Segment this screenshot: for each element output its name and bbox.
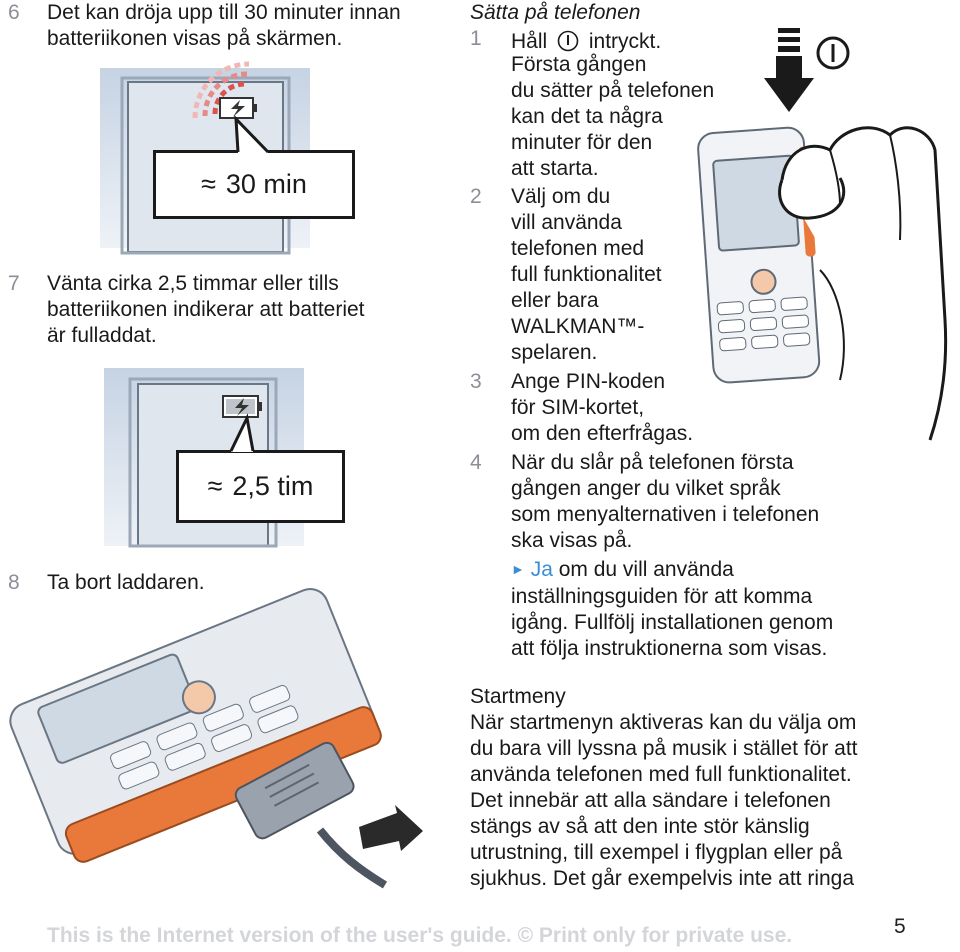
footer-notice: This is the Internet version of the user's guide. © Print only for private use. [47, 924, 793, 947]
step-text-line: batteriikonen visas på skärmen. [47, 27, 343, 50]
step-text-line: eller bara [511, 289, 599, 312]
step-text-line: igång. Fullfölj installationen genom [511, 611, 834, 634]
power-icon [818, 38, 848, 68]
step-text-line: är fulladdat. [47, 324, 157, 347]
step-text-line: När du slår på telefonen första [511, 451, 794, 474]
step-text-line: för SIM-kortet, [511, 396, 645, 419]
step-text-line: som menyalternativen i telefonen [511, 503, 820, 526]
step-text-line: minuter för den [511, 131, 653, 154]
step-number: 6 [8, 1, 20, 24]
step-text-line: ska visas på. [511, 529, 633, 552]
body-line: sjukhus. Det går exempelvis inte att ringa [470, 867, 855, 890]
arrow-right-icon [357, 805, 427, 855]
step-number: 8 [8, 571, 20, 594]
ja-option [511, 557, 931, 663]
step-number: 1 [470, 27, 482, 50]
step-text-line: kan det ta några [511, 105, 663, 128]
arrow-right-icon: ► [511, 561, 525, 577]
step-8 [8, 570, 308, 600]
step-text-line: Ta bort laddaren. [47, 571, 205, 594]
power-icon [557, 30, 579, 52]
step-text-line: vill använda [511, 211, 622, 234]
ja-keyword: Ja [530, 558, 553, 581]
step-text-line: spelaren. [511, 341, 598, 364]
startmeny-section [470, 684, 950, 892]
step-text-line: att starta. [511, 157, 599, 180]
step-text-part: om du vill använda [552, 558, 734, 581]
section-heading: Startmeny [470, 685, 566, 708]
step-text-line: Vänta cirka 2,5 timmar eller tills [47, 272, 339, 295]
step-text-line: att följa instruktionerna som visas. [511, 637, 828, 660]
step-text-line: Ange PIN-koden [511, 370, 666, 393]
step-text-line: WALKMAN™- [511, 315, 645, 338]
step-text-line: om den efterfrågas. [511, 422, 694, 445]
approx-symbol: ≈ [201, 169, 216, 199]
step-text-line: du sätter på telefonen [511, 79, 715, 102]
body-line: använda telefonen med full funktionalitet. [470, 763, 852, 786]
step-text-line: gången anger du vilket språk [511, 477, 781, 500]
approx-symbol: ≈ [207, 471, 223, 501]
step-2 [470, 184, 710, 374]
step-text-part: intryckt. [588, 30, 662, 53]
step-text-line [511, 26, 661, 55]
bubble-pointer [225, 416, 265, 456]
step-text-line: full funktionalitet [511, 263, 662, 286]
step-number: 2 [470, 185, 482, 208]
duration-bubble [176, 450, 345, 523]
step-number: 4 [470, 451, 482, 474]
step-text-line: telefonen med [511, 237, 645, 260]
step-text-line [511, 557, 734, 584]
body-line: du bara vill lyssna på musik i stället för att [470, 737, 858, 760]
step-4 [470, 450, 890, 556]
section-title: Sätta på telefonen [470, 1, 641, 24]
step-text-line: Det kan dröja upp till 30 minuter innan [47, 1, 401, 24]
phone-charger-illustration [0, 620, 440, 900]
step-text-line: Första gången [511, 53, 647, 76]
duration-text: 30 min [225, 169, 307, 199]
page-number: 5 [894, 915, 906, 938]
body-line: utrustning, till exempel i flygplan eller på [470, 841, 843, 864]
body-line: När startmenyn aktiveras kan du välja om [470, 711, 857, 734]
step-text-part: Håll [511, 30, 548, 53]
body-line: Det innebär att alla sändare i telefonen [470, 789, 831, 812]
step-number: 3 [470, 370, 482, 393]
step-text-line: Välj om du [511, 185, 611, 208]
arrow-down-icon [764, 28, 814, 112]
step-number: 7 [8, 272, 20, 295]
hand-phone-illustration [690, 20, 950, 440]
step-text-line: batteriikonen indikerar att batteriet [47, 298, 365, 321]
duration-text: 2,5 tim [232, 471, 314, 501]
step-text-line: inställningsguiden för att komma [511, 585, 813, 608]
body-line: stängs av så att den inte stör känslig [470, 815, 810, 838]
